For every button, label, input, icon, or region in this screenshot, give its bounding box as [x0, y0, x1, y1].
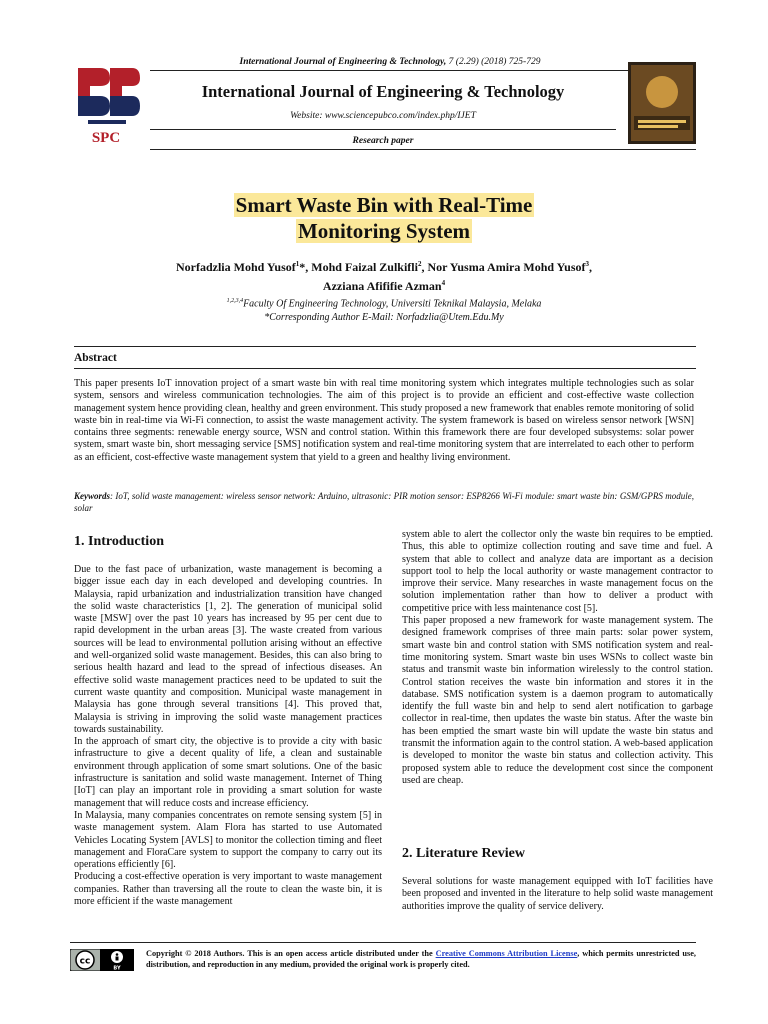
svg-text:SPC: SPC: [91, 130, 121, 146]
title-line-1: Smart Waste Bin with Real-Time: [235, 193, 533, 217]
right-column-continued: [402, 876, 713, 913]
section-heading-introduction: 1. Introduction: [74, 534, 164, 549]
logo-mark-icon: [78, 68, 140, 124]
footer-rule: [70, 942, 696, 943]
paragraph: Several solutions for waste management equipped with IoT facilities have been proposed and invented in the literature to help solid waste management authorities improve the quality of service delivery.: [402, 876, 713, 912]
affiliation: $^{1,2,3,4}$Faculty Of Engineering Technology, Universiti Teknikal Malaysia, Melaka *Corresponding Author E-Mail: Norfadzlia@Utem.Edu.My: [226, 298, 542, 323]
header-rule-middle: [150, 129, 616, 130]
left-column: [74, 564, 382, 908]
journal-website: Website: www.sciencepubco.com/index.php/IJET: [290, 111, 476, 121]
author-list: Norfadzlia Mohd Yusof$^1$*, Mohd Faizal Zulkifli$^2$, Nor Yusma Amira Mohd Yusof$^3$, Azziana Afififie Azman$^4$: [175, 260, 592, 293]
svg-text:cc: cc: [79, 956, 91, 967]
title-line-2: Monitoring System: [297, 219, 471, 243]
paragraph: system able to alert the collector only the waste bin requires to be emptied. Thus, this able to optimize collection routing and save time and fuel. A system that able to collect and analyze data are important as a decision support tool to help the local authority or waste management contractor to improve their service. Many researches in waste management focus on the solution implementation rather than how to deliver a product with competitive price with less maintenance cost [5].: [402, 529, 713, 614]
journal-name: International Journal of Engineering & Technology: [201, 82, 565, 101]
abstract-text: This paper presents IoT innovation project of a smart waste bin with real time monitoring system which integrates multiple technologies such as solar system, sensors and wireless communication technologies. The aim of this project is to provide an efficient and cost-effective waste collection management system hence providing clean, healthy and green environment. This study proposed a new framework that enables remote monitoring of solid waste bin in real-time via Wi-Fi connection, to assist the waste management activity. The system framework is based on wireless sensor network [WSN] contains three segments: renewable energy source, WSN and control station. Within this framework there are four developed subsystems: solar power system, smart waste bin, short messaging service [SMS] notification system and real-time monitoring system that are interrelated to each other to perform as an efficient, cost-effective waste management system that yield to a green and healthy living environment.: [74, 378, 694, 463]
header-rule-top: [150, 70, 696, 71]
keywords: Keywords: IoT, solid waste management: wireless sensor network: Arduino, ultrasonic: PIR motion sensor: ESP8266 Wi-Fi module: smart waste bin: GSM/GPRS module, solar: [74, 491, 694, 513]
paragraph: This paper proposed a new framework for waste management system. The designed framework comprises of three main parts: solar power system, smart waste bin and control station with SMS notification system and real-time monitoring system. Smart waste bin uses WSNs to collect waste bin status and transmit waste bin information wirelessly to the control station. Control station receives the waste bin information and stores it in the database. SMS notification system is a daemon program to automatically identify the full waste bin and help to send alert notification to garbage collector in real-time, then updates the waste bin status. After the waste bin has been emptied the smart waste bin will update the waste bin status and transmit the information again to the control station. A web-based application is developed to monitor the waste bin status and collection activity. This proposed system able to reduce the development cost since the component used are cheap.: [402, 615, 713, 786]
right-column: [402, 529, 713, 787]
creative-commons-badge: [70, 949, 134, 971]
abstract-rule-bottom: [74, 368, 696, 369]
journal-cover-image: [628, 62, 696, 144]
header-rule-bottom: [150, 149, 696, 150]
paragraph: Due to the fast pace of urbanization, waste management is becoming a bigger issue each day in each developed and developing countries. In Malaysia, rapid urbanization and industrialization transition have changed the solid waste characteristics [1, 2]. The generation of municipal solid waste [MSW] over the past 10 years has increased by 95 per cent due to rapid development in the urban areas [3]. The waste created from various sources will be lead to environmental pollution arising without an effective and well-organized solid waste management. Besides, this can also bring to serious health hazard and lead to the spread of infectious diseases. An effective solid waste management practices need to be updated to suit the current waste quantity and composition. Municipal waste management in Malaysia has gone through several transitions [4]. This proved that, Malaysia is striving in improving the solid waste management practices towards sustainability.: [74, 564, 382, 735]
paragraph: In the approach of smart city, the objective is to provide a city with basic infrastructure to give a decent quality of life, a clean and sustainable environment through application of some smart solutions. One of the basic infrastructure is sanitation and solid waste management. Internet of Thing [IoT] can play an important role in providing a smart solution for waste management that will reduce costs and increase efficiency.: [74, 736, 382, 809]
journal-reference: International Journal of Engineering & Technology, 7 (2.29) (2018) 725-729: [239, 57, 541, 67]
paragraph: Producing a cost-effective operation is very important to waste management companies. Rather than traversing all the route to clean the waste bin, it is more efficient if the waste management: [74, 871, 382, 908]
section-heading-literature-review: 2. Literature Review: [402, 846, 525, 861]
paragraph: In Malaysia, many companies concentrates on remote sensing system [5] in waste management system. Alam Flora has started to use Automated Vehicles Locating System [AVLS] to monitor the collection timing and fleet management and FloraCare system to support the company to carry out its operations efficiently [6].: [74, 809, 382, 871]
corresponding-email: *Corresponding Author E-Mail: Norfadzlia@Utem.Edu.My: [264, 311, 504, 323]
copyright-notice: Copyright © 2018 Authors. This is an open access article distributed under the Creative Commons Attribution License, which permits unrestricted use, distribution, and reproduction in any medium, provided the original work is properly cited.: [146, 949, 696, 969]
publisher-logo: [70, 62, 142, 146]
svg-text:BY: BY: [113, 965, 121, 971]
license-link[interactable]: Creative Commons Attribution License: [435, 949, 578, 958]
paper-title: [84, 192, 684, 244]
paper-type: Research paper: [352, 136, 414, 146]
abstract-heading: Abstract: [74, 352, 117, 364]
abstract-rule-top: [74, 346, 696, 347]
